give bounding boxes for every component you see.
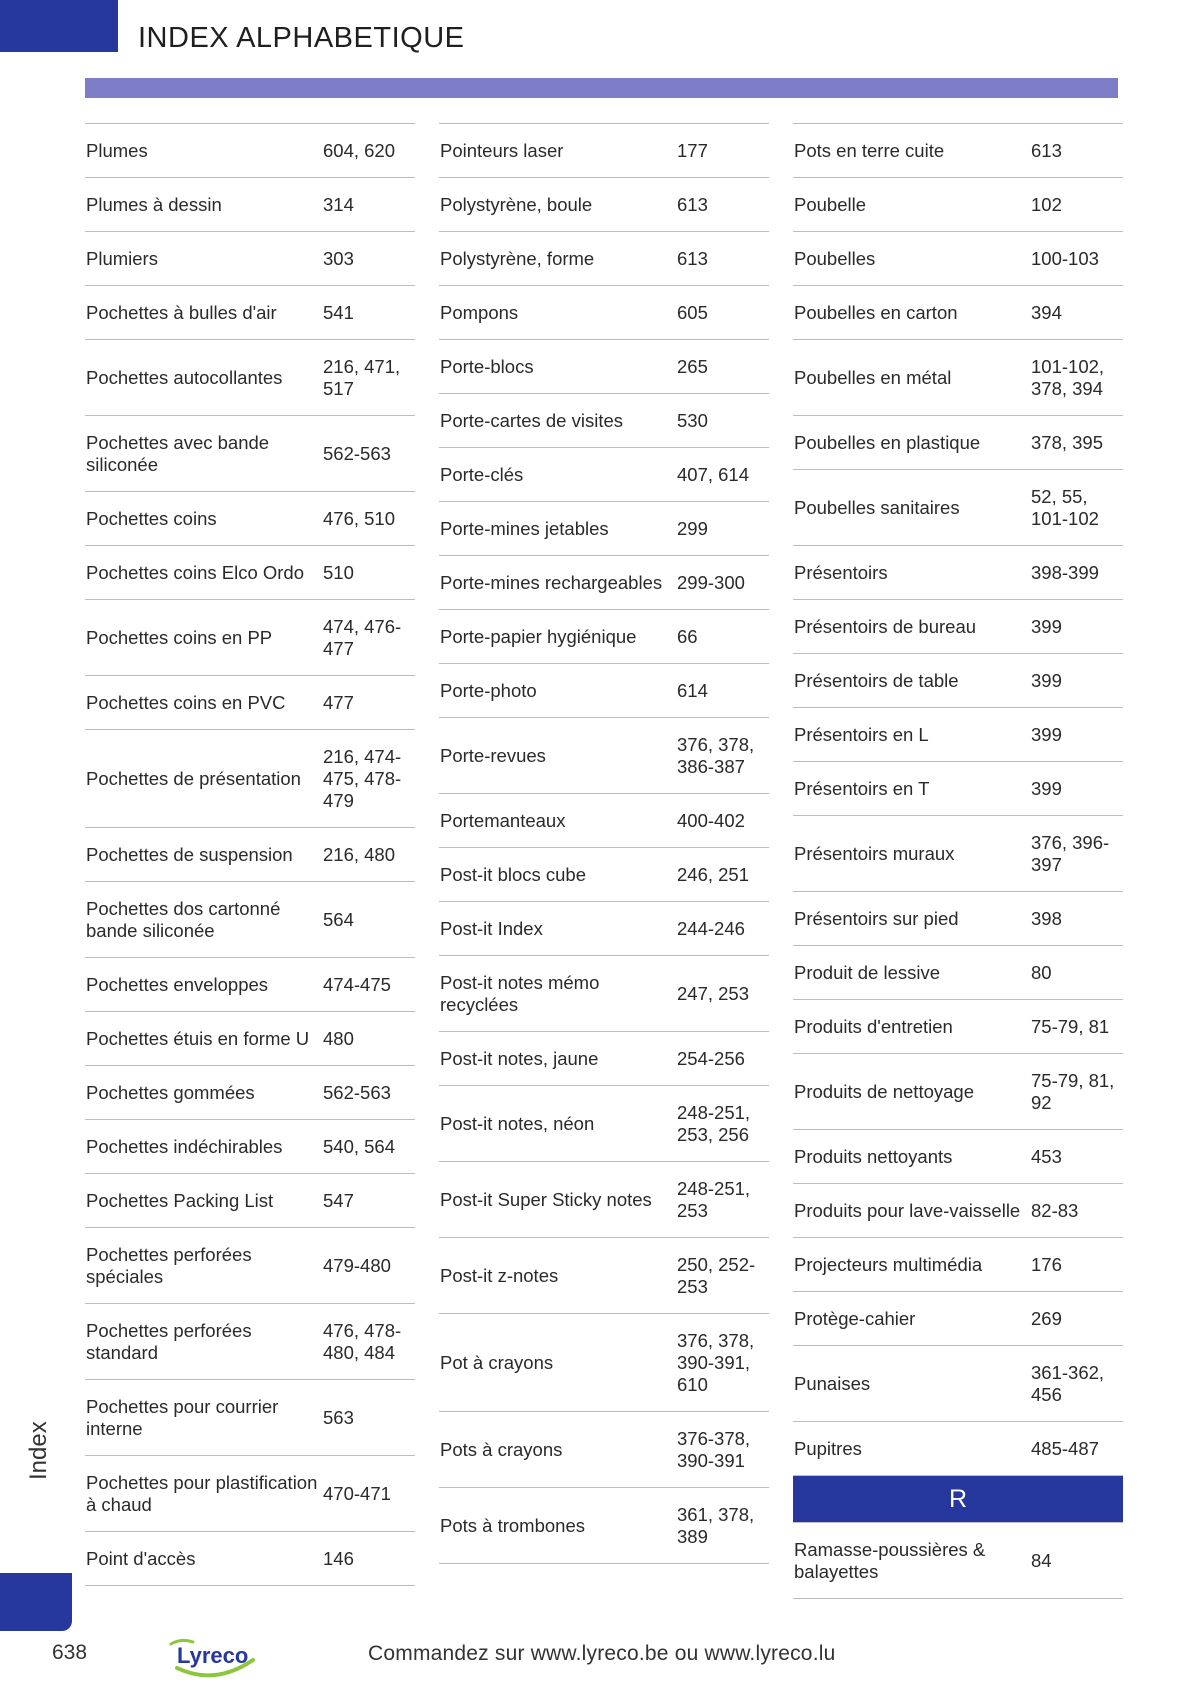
index-entry xyxy=(439,1237,769,1313)
index-pages: 216, 471, 517 xyxy=(323,355,401,399)
index-term: Pochettes Packing List xyxy=(86,1189,274,1211)
index-term: Pochettes coins Elco Ordo xyxy=(86,561,304,583)
index-entry xyxy=(85,177,415,231)
index-term: Pointeurs laser xyxy=(440,139,564,161)
index-term: Présentoirs muraux xyxy=(794,842,955,864)
index-pages: 299 xyxy=(677,517,708,539)
index-term: Produits de nettoyage xyxy=(794,1080,974,1102)
index-entry xyxy=(793,891,1123,945)
index-pages: 269 xyxy=(1031,1307,1062,1329)
side-label: Index xyxy=(25,1421,52,1480)
index-term: Pochettes pour plastification à chaud xyxy=(86,1471,318,1515)
index-pages: 376, 378, 390-391, 610 xyxy=(677,1329,755,1395)
index-entry xyxy=(85,339,415,415)
index-entry xyxy=(85,1011,415,1065)
index-term: Poubelles en plastique xyxy=(794,431,981,453)
index-term: Poubelles en métal xyxy=(794,366,952,388)
index-term: Post-it z-notes xyxy=(440,1264,559,1286)
index-pages: 562-563 xyxy=(323,442,391,464)
index-entry xyxy=(439,447,769,501)
side-tab xyxy=(0,1573,72,1631)
letter-section-header: R xyxy=(793,1475,1123,1522)
index-pages: 376-378, 390-391 xyxy=(677,1427,751,1471)
index-pages: 303 xyxy=(323,247,354,269)
index-term: Post-it Super Sticky notes xyxy=(440,1188,652,1210)
index-term: Porte-blocs xyxy=(440,355,534,377)
index-pages: 250, 252-253 xyxy=(677,1253,756,1297)
index-term: Post-it notes mémo recyclées xyxy=(440,971,600,1015)
index-entry xyxy=(439,1313,769,1411)
logo-wordmark: Lyreco xyxy=(177,1643,249,1668)
index-pages: 399 xyxy=(1031,669,1062,691)
index-entry xyxy=(793,1183,1123,1237)
header-bar xyxy=(85,78,1118,98)
index-term: Présentoirs en L xyxy=(794,723,929,745)
index-entry xyxy=(85,827,415,881)
index-entry xyxy=(85,1173,415,1227)
index-pages: 100-103 xyxy=(1031,247,1099,269)
index-entry xyxy=(439,285,769,339)
index-entry xyxy=(793,339,1123,415)
index-entry xyxy=(439,231,769,285)
index-entry xyxy=(85,545,415,599)
index-term: Punaises xyxy=(794,1372,871,1394)
index-pages: 547 xyxy=(323,1189,354,1211)
index-pages: 540, 564 xyxy=(323,1135,396,1157)
index-entry xyxy=(793,1237,1123,1291)
index-term: Pochettes coins en PP xyxy=(86,626,273,648)
index-pages: 52, 55, 101-102 xyxy=(1031,485,1099,529)
index-entry xyxy=(439,1031,769,1085)
index-term: Pochettes autocollantes xyxy=(86,366,283,388)
index-term: Point d'accès xyxy=(86,1547,196,1569)
index-entry xyxy=(793,815,1123,891)
index-pages: 399 xyxy=(1031,615,1062,637)
index-pages: 541 xyxy=(323,301,354,323)
index-term: Plumiers xyxy=(86,247,158,269)
index-term: Présentoirs de table xyxy=(794,669,959,691)
index-entry xyxy=(85,285,415,339)
index-entry xyxy=(85,1531,415,1586)
index-term: Pochettes perforées spéciales xyxy=(86,1243,252,1287)
index-entry xyxy=(85,1303,415,1379)
index-pages: 399 xyxy=(1031,777,1062,799)
index-term: Projecteurs multimédia xyxy=(794,1253,983,1275)
index-entry xyxy=(85,675,415,729)
index-pages: 265 xyxy=(677,355,708,377)
index-entry xyxy=(793,999,1123,1053)
index-pages: 361-362, 456 xyxy=(1031,1361,1105,1405)
index-pages: 407, 614 xyxy=(677,463,750,485)
index-term: Pochettes de présentation xyxy=(86,767,301,789)
index-pages: 361, 378, 389 xyxy=(677,1503,755,1547)
index-term: Produit de lessive xyxy=(794,961,941,983)
index-entry xyxy=(85,231,415,285)
index-pages: 605 xyxy=(677,301,708,323)
index-term: Pochettes dos cartonné bande siliconée xyxy=(86,897,281,941)
index-term: Pots à crayons xyxy=(440,1438,563,1460)
index-entry xyxy=(793,469,1123,545)
index-term: Polystyrène, forme xyxy=(440,247,595,269)
index-pages: 470-471 xyxy=(323,1482,391,1504)
index-entry xyxy=(85,123,415,177)
index-entry xyxy=(439,123,769,177)
index-pages: 146 xyxy=(323,1547,354,1569)
index-pages: 400-402 xyxy=(677,809,745,831)
index-pages: 299-300 xyxy=(677,571,745,593)
index-term: Porte-mines jetables xyxy=(440,517,609,539)
index-pages: 314 xyxy=(323,193,354,215)
index-entry xyxy=(793,415,1123,469)
index-entry xyxy=(85,1455,415,1531)
index-pages: 216, 474-475, 478-479 xyxy=(323,745,402,811)
index-pages: 248-251, 253, 256 xyxy=(677,1101,751,1145)
index-term: Post-it Index xyxy=(440,917,543,939)
index-term: Pochettes à bulles d'air xyxy=(86,301,277,323)
index-term: Portemanteaux xyxy=(440,809,566,831)
index-pages: 479-480 xyxy=(323,1254,391,1276)
index-pages: 75-79, 81, 92 xyxy=(1031,1069,1115,1113)
index-pages: 102 xyxy=(1031,193,1062,215)
index-entry xyxy=(793,1053,1123,1129)
index-entry xyxy=(439,955,769,1031)
index-term: Porte-mines rechargeables xyxy=(440,571,663,593)
index-term: Pochettes avec bande siliconée xyxy=(86,431,270,475)
index-entry xyxy=(793,1291,1123,1345)
index-term: Pupitres xyxy=(794,1437,862,1459)
index-entry xyxy=(85,491,415,545)
index-entry xyxy=(439,1487,769,1564)
index-entry xyxy=(793,545,1123,599)
index-entry xyxy=(439,393,769,447)
index-term: Pots à trombones xyxy=(440,1514,585,1536)
index-pages: 477 xyxy=(323,691,354,713)
index-pages: 476, 478-480, 484 xyxy=(323,1319,402,1363)
index-entry xyxy=(793,945,1123,999)
index-term: Pompons xyxy=(440,301,519,323)
index-pages: 378, 395 xyxy=(1031,431,1104,453)
index-pages: 248-251, 253 xyxy=(677,1177,751,1221)
index-column-2 xyxy=(439,123,769,1564)
index-term: Porte-revues xyxy=(440,744,546,766)
index-entry xyxy=(439,717,769,793)
index-pages: 246, 251 xyxy=(677,863,750,885)
index-pages: 82-83 xyxy=(1031,1199,1079,1221)
index-pages: 614 xyxy=(677,679,708,701)
index-pages: 244-246 xyxy=(677,917,745,939)
index-term: Porte-cartes de visites xyxy=(440,409,624,431)
index-entry xyxy=(85,881,415,957)
index-pages: 66 xyxy=(677,625,698,647)
index-entry xyxy=(793,231,1123,285)
index-entry xyxy=(439,339,769,393)
index-pages: 398 xyxy=(1031,907,1062,929)
index-entry xyxy=(439,901,769,955)
index-term: Post-it notes, néon xyxy=(440,1112,595,1134)
index-entry xyxy=(439,1411,769,1487)
index-column-3 xyxy=(793,123,1123,1599)
index-pages: 613 xyxy=(677,247,708,269)
index-entry xyxy=(439,847,769,901)
index-pages: 530 xyxy=(677,409,708,431)
index-pages: 510 xyxy=(323,561,354,583)
index-term: Polystyrène, boule xyxy=(440,193,593,215)
index-term: Pochettes gommées xyxy=(86,1081,255,1103)
index-pages: 176 xyxy=(1031,1253,1062,1275)
index-term: Poubelles sanitaires xyxy=(794,496,960,518)
index-pages: 376, 396-397 xyxy=(1031,831,1110,875)
index-term: Protège-cahier xyxy=(794,1307,916,1329)
index-entry xyxy=(85,729,415,827)
index-entry xyxy=(793,123,1123,177)
index-entry xyxy=(439,609,769,663)
index-term: Poubelles en carton xyxy=(794,301,958,323)
index-pages: 177 xyxy=(677,139,708,161)
index-entry xyxy=(439,793,769,847)
index-term: Pot à crayons xyxy=(440,1351,554,1373)
index-term: Post-it blocs cube xyxy=(440,863,587,885)
index-term: Présentoirs de bureau xyxy=(794,615,977,637)
index-entry xyxy=(85,957,415,1011)
index-term: Porte-papier hygiénique xyxy=(440,625,637,647)
index-entry xyxy=(793,1129,1123,1183)
index-entry xyxy=(793,177,1123,231)
index-pages: 564 xyxy=(323,908,354,930)
index-pages: 216, 480 xyxy=(323,843,396,865)
page-number: 638 xyxy=(52,1641,88,1664)
index-term: Présentoirs sur pied xyxy=(794,907,959,929)
index-entry xyxy=(793,1345,1123,1421)
index-entry xyxy=(793,653,1123,707)
index-term: Produits d'entretien xyxy=(794,1015,953,1037)
index-entry xyxy=(85,1065,415,1119)
index-term: Ramasse-poussières & balayettes xyxy=(794,1538,986,1582)
index-entry xyxy=(793,285,1123,339)
corner-tab xyxy=(0,0,118,52)
index-entry xyxy=(439,1161,769,1237)
index-pages: 101-102, 378, 394 xyxy=(1031,355,1105,399)
index-pages: 84 xyxy=(1031,1549,1052,1571)
page-title: INDEX ALPHABETIQUE xyxy=(138,22,465,54)
index-term: Pochettes coins xyxy=(86,507,217,529)
index-pages: 474, 476-477 xyxy=(323,615,402,659)
index-term: Pochettes coins en PVC xyxy=(86,691,286,713)
index-entry xyxy=(85,1227,415,1303)
index-term: Produits pour lave-vaisselle xyxy=(794,1199,1021,1221)
footer-order-text: Commandez sur www.lyreco.be ou www.lyreco.lu xyxy=(368,1642,836,1665)
index-entry xyxy=(439,555,769,609)
index-column-1 xyxy=(85,123,415,1586)
index-pages: 613 xyxy=(1031,139,1062,161)
index-term: Produits nettoyants xyxy=(794,1145,953,1167)
index-term: Pochettes de suspension xyxy=(86,843,293,865)
index-entry xyxy=(439,501,769,555)
index-pages: 247, 253 xyxy=(677,982,750,1004)
index-term: Pochettes indéchirables xyxy=(86,1135,283,1157)
index-entry xyxy=(85,1119,415,1173)
index-entry xyxy=(439,177,769,231)
index-term: Poubelles xyxy=(794,247,876,269)
index-entry xyxy=(793,1522,1123,1599)
index-pages: 476, 510 xyxy=(323,507,396,529)
index-pages: 474-475 xyxy=(323,973,391,995)
index-entry xyxy=(439,663,769,717)
index-term: Pots en terre cuite xyxy=(794,139,945,161)
index-pages: 613 xyxy=(677,193,708,215)
index-entry xyxy=(793,761,1123,815)
index-entry xyxy=(85,1379,415,1455)
index-term: Présentoirs xyxy=(794,561,888,583)
index-pages: 394 xyxy=(1031,301,1062,323)
index-pages: 604, 620 xyxy=(323,139,396,161)
index-pages: 562-563 xyxy=(323,1081,391,1103)
index-pages: 398-399 xyxy=(1031,561,1099,583)
index-term: Pochettes enveloppes xyxy=(86,973,269,995)
index-term: Plumes xyxy=(86,139,148,161)
index-term: Post-it notes, jaune xyxy=(440,1047,599,1069)
index-term: Pochettes étuis en forme U xyxy=(86,1027,310,1049)
index-pages: 254-256 xyxy=(677,1047,745,1069)
index-entry xyxy=(439,1085,769,1161)
index-pages: 376, 378, 386-387 xyxy=(677,733,755,777)
index-pages: 453 xyxy=(1031,1145,1062,1167)
index-term: Porte-photo xyxy=(440,679,537,701)
index-pages: 80 xyxy=(1031,961,1052,983)
index-entry xyxy=(793,1421,1123,1475)
index-term: Pochettes pour courrier interne xyxy=(86,1395,279,1439)
index-entry xyxy=(85,599,415,675)
index-term: Poubelle xyxy=(794,193,867,215)
index-term: Plumes à dessin xyxy=(86,193,222,215)
index-term: Présentoirs en T xyxy=(794,777,930,799)
index-pages: 75-79, 81 xyxy=(1031,1015,1110,1037)
index-term: Porte-clés xyxy=(440,463,524,485)
index-pages: 563 xyxy=(323,1406,354,1428)
index-entry xyxy=(793,599,1123,653)
index-entry xyxy=(793,707,1123,761)
index-entry xyxy=(85,415,415,491)
index-pages: 480 xyxy=(323,1027,354,1049)
index-term: Pochettes perforées standard xyxy=(86,1319,252,1363)
index-pages: 399 xyxy=(1031,723,1062,745)
lyreco-logo xyxy=(165,1630,265,1680)
index-pages: 485-487 xyxy=(1031,1437,1099,1459)
